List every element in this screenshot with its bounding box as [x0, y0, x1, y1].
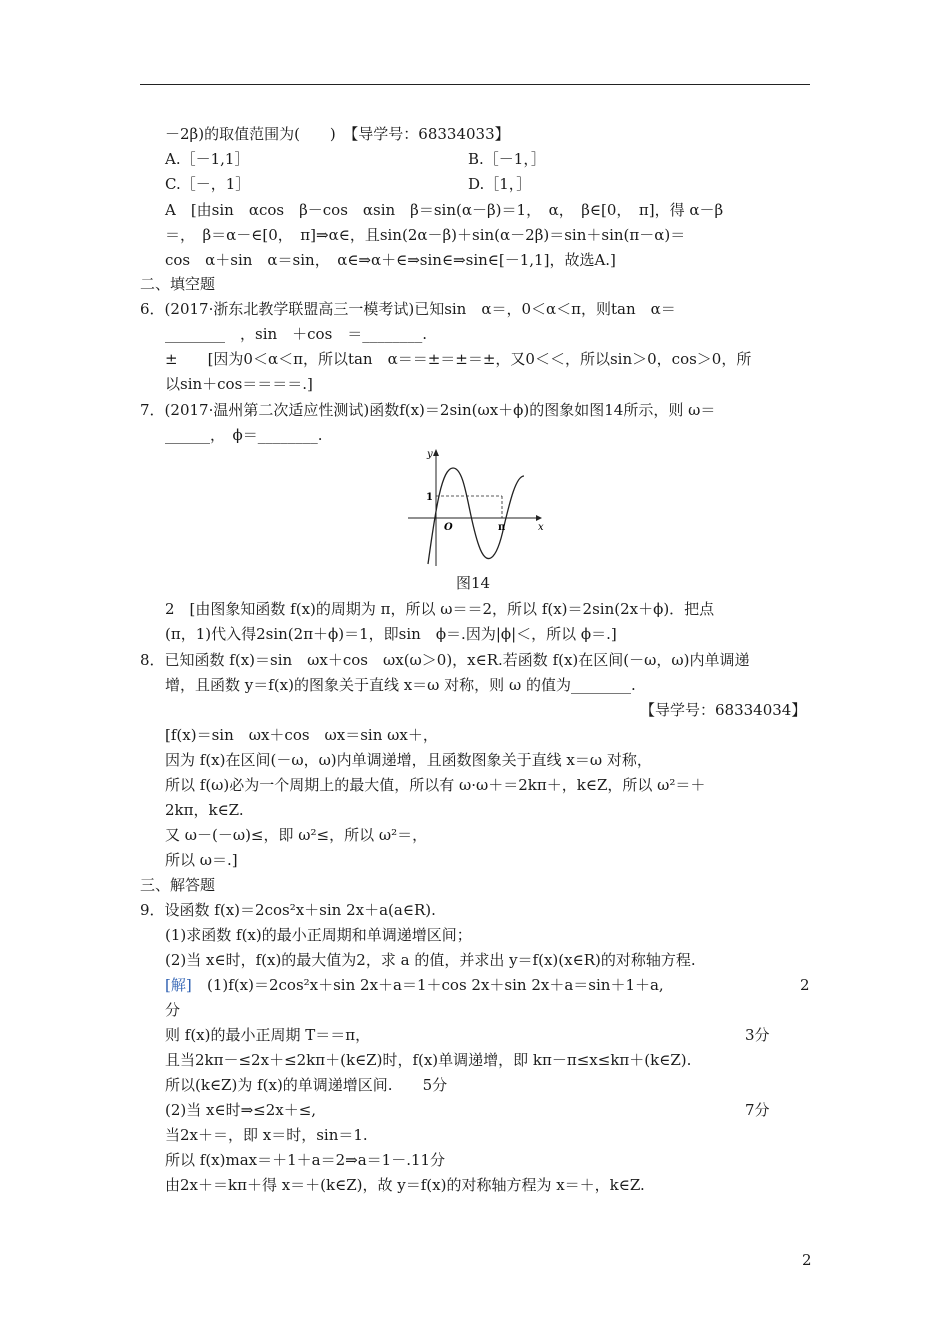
q9-part1: (1)求函数 f(x)的最小正周期和单调递增区间；: [165, 926, 472, 944]
q8-line1: 8．已知函数 f(x)＝sin ωx＋cos ωx(ω＞0)，x∈R.若函数 f(x)在区间(－ω，ω)内单调递: [140, 651, 750, 669]
header-rule: [140, 84, 810, 85]
x-axis-label: x: [538, 522, 544, 533]
solution-line5: (2)当 x∈时⇒≤2x＋≤,: [165, 1101, 317, 1119]
q8-answer-line4: 2kπ，k∈Z.: [165, 801, 244, 819]
option-d: D.［1，］: [468, 175, 532, 193]
solution-line3: 且当2kπ－≤2x＋≤2kπ＋(k∈Z)时，f(x)单调递增，即 kπ－π≤x≤kπ＋(k∈Z).: [165, 1051, 692, 1069]
q6-line2: ________ ，sin ＋cos ＝________.: [165, 325, 428, 343]
q8-answer-line1: [f(x)＝sin ωx＋cos ωx＝sin ωx＋，: [165, 726, 438, 744]
q6-answer-line1: ± [因为0＜α＜π，所以tan α＝＝±＝±＝±，又0＜＜，所以sin＞0，cos＞0，所: [165, 350, 752, 368]
q8-answer-line5: 又 ω－(－ω)≤，即 ω²≤，所以 ω²＝，: [165, 826, 428, 844]
tick-pi-label: π: [498, 522, 506, 533]
q8-answer-line2: 因为 f(x)在区间(－ω，ω)内单调递增，且函数图象关于直线 x＝ω 对称，: [165, 751, 652, 769]
y-axis-label: y: [427, 449, 433, 460]
q7-line2: ______， ϕ＝________.: [165, 426, 323, 444]
page-number: 2: [802, 1251, 812, 1269]
solution-line5-points: 7分: [745, 1101, 770, 1119]
sine-curve: [428, 468, 524, 564]
sine-graph-figure: [406, 446, 546, 568]
q9-stem: 9．设函数 f(x)＝2cos²x＋sin 2x＋a(a∈R).: [140, 901, 436, 919]
q8-answer-line3: 所以 f(ω)必为一个周期上的最大值，所以有 ω·ω＋＝2kπ＋，k∈Z，所以 ω²＝＋: [165, 776, 706, 794]
x-axis-arrow: [536, 515, 542, 521]
origin-label: O: [444, 522, 453, 533]
q5-answer-line3: cos α＋sin α＝sin， α∈⇒α＋∈⇒sin∈⇒sin∈[－1,1]，故选A.]: [165, 251, 616, 269]
q9-part2: (2)当 x∈时，f(x)的最大值为2，求 a 的值，并求出 y＝f(x)(x∈R)的对称轴方程.: [165, 951, 696, 969]
section-fill-in: 二、填空题: [140, 275, 216, 293]
tick-1-label: 1: [426, 492, 433, 503]
option-a: A.［－1,1］: [165, 150, 250, 168]
q6-line1: 6．(2017·浙东北教学联盟高三一模考试)已知sin α＝，0＜α＜π，则tan α＝: [140, 300, 676, 318]
figure-caption: 图14: [456, 574, 491, 592]
solution-line4: 所以(k∈Z)为 f(x)的单调递增区间. 5分: [165, 1076, 448, 1094]
option-c: C.［－，1］: [165, 175, 251, 193]
solution-line1-points-unit: 分: [165, 1001, 181, 1019]
q7-answer-line1: 2 [由图象知函数 f(x)的周期为 π，所以 ω＝＝2，所以 f(x)＝2sin(2x＋ϕ)．把点: [165, 600, 715, 618]
q7-line1: 7．(2017·温州第二次适应性测试)函数f(x)＝2sin(ωx＋ϕ)的图象如图14所示，则 ω＝: [140, 401, 716, 419]
solution-line2: 则 f(x)的最小正周期 T＝＝π，: [165, 1026, 371, 1044]
solution-tag: [解]: [165, 976, 192, 994]
solution-line1: (1)f(x)＝2cos²x＋sin 2x＋a＝1＋cos 2x＋sin 2x＋a＝sin＋1＋a,: [207, 976, 664, 994]
solution-line7: 所以 f(x)max＝＋1＋a＝2⇒a＝1－.11分: [165, 1151, 446, 1169]
q5-answer-line1: A [由sin αcos β－cos αsin β＝sin(α－β)＝1， α， β∈[0， π]，得 α－β: [165, 201, 724, 219]
q8-ref-tag: 【导学号：68334034】: [640, 701, 807, 719]
y-axis-arrow: [433, 449, 439, 456]
solution-line8: 由2x＋＝kπ＋得 x＝＋(k∈Z)，故 y＝f(x)的对称轴方程为 x＝＋，k∈Z.: [165, 1176, 645, 1194]
q8-answer-line6: 所以 ω＝.]: [165, 851, 238, 869]
q8-line2: 增，且函数 y＝f(x)的图象关于直线 x＝ω 对称，则 ω 的值为________.: [165, 676, 636, 694]
solution-line6: 当2x＋＝，即 x＝时，sin＝1.: [165, 1126, 368, 1144]
q5-answer-line2: ＝， β＝α－∈[0， π]⇒α∈，且sin(2α－β)＋sin(α－2β)＝sin＋sin(π－α)＝: [165, 226, 686, 244]
section-solve: 三、解答题: [140, 876, 216, 894]
option-b: B.［－1，］: [468, 150, 546, 168]
solution-line2-points: 3分: [745, 1026, 770, 1044]
q6-answer-line2: 以sin＋cos＝＝＝＝.]: [165, 375, 313, 393]
solution-line1-points: 2: [800, 976, 810, 994]
q7-answer-line2: (π，1)代入得2sin(2π＋ϕ)＝1，即sin ϕ＝.因为|ϕ|＜，所以 ϕ＝.]: [165, 625, 617, 643]
q5-tail: －2β)的取值范围为( ) 【导学号：68334033】: [165, 125, 510, 143]
